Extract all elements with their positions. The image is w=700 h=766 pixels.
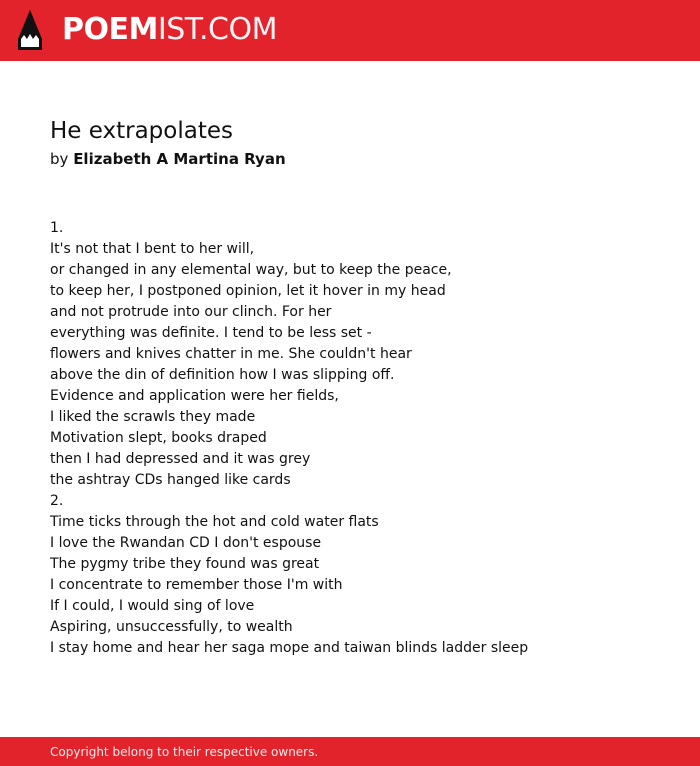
- pencil-tip-icon[interactable]: [17, 9, 43, 51]
- poem-line: flowers and knives chatter in me. She couldn't hear: [50, 346, 412, 362]
- site-header: [0, 0, 700, 61]
- poem-line: I liked the scrawls they made: [50, 409, 256, 425]
- poem-line: and not protrude into our clinch. For her: [50, 304, 332, 320]
- poem-title: He extrapolates: [50, 118, 233, 144]
- poem-line: Aspiring, unsuccessfully, to wealth: [50, 619, 293, 635]
- poem-byline: [50, 148, 286, 170]
- poem-line: 1.: [50, 220, 64, 236]
- poem-line: Motivation slept, books draped: [50, 430, 267, 446]
- poem-line: to keep her, I postponed opinion, let it hover in my head: [50, 283, 446, 299]
- poem-body: [50, 218, 670, 659]
- poem-line: the ashtray CDs hanged like cards: [50, 472, 291, 488]
- poem-line: I love the Rwandan CD I don't espouse: [50, 535, 322, 551]
- poem-line: everything was definite. I tend to be less set -: [50, 325, 372, 341]
- site-footer: [0, 737, 700, 766]
- copyright-text: Copyright belong to their respective owners.: [50, 745, 319, 759]
- poem-line: It's not that I bent to her will,: [50, 241, 255, 257]
- poem-line: Evidence and application were her fields,: [50, 388, 339, 404]
- poem-line: 2.: [50, 493, 64, 509]
- poem-line: I stay home and hear her saga mope and taiwan blinds ladder sleep: [50, 640, 529, 656]
- poem-line: or changed in any elemental way, but to keep the peace,: [50, 262, 452, 278]
- poem-line: Time ticks through the hot and cold water flats: [50, 514, 379, 530]
- poem-line: If I could, I would sing of love: [50, 598, 255, 614]
- poem-author: Elizabeth A Martina Ryan: [73, 150, 286, 168]
- logo-brand-bold: POEM: [62, 12, 158, 47]
- poem-line: The pygmy tribe they found was great: [50, 556, 320, 572]
- logo-brand-light: IST.COM: [157, 12, 277, 47]
- poem-line: I concentrate to remember those I'm with: [50, 577, 343, 593]
- byline-label: by: [50, 150, 69, 168]
- site-logo-text[interactable]: [62, 11, 277, 49]
- poem-line: then I had depressed and it was grey: [50, 451, 311, 467]
- poem-line: above the din of definition how I was slipping off.: [50, 367, 395, 383]
